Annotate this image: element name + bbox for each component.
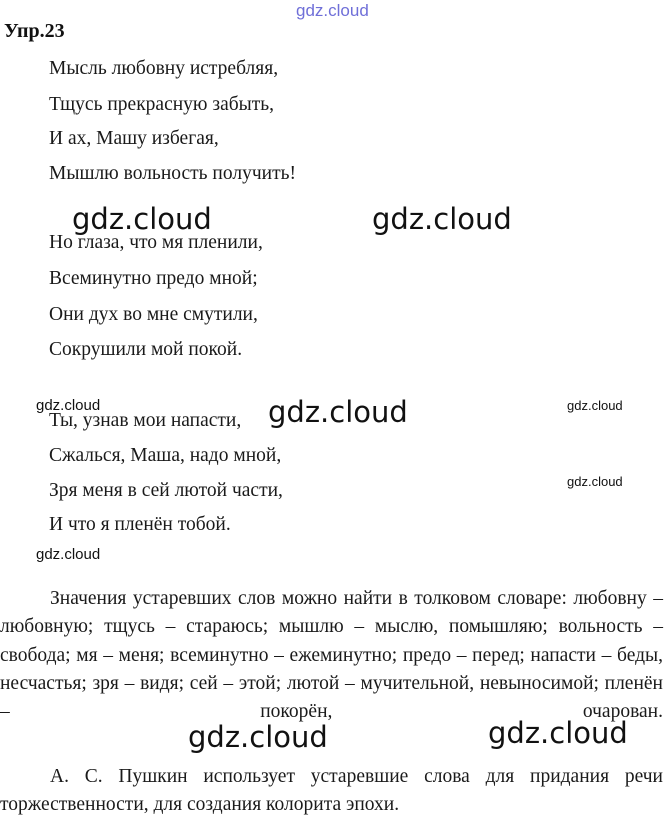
verse-line: Мысль любовну истребляя,	[49, 58, 279, 79]
verse-line: Мышлю вольность получить!	[49, 163, 296, 184]
watermark: gdz.cloud	[567, 398, 623, 413]
verse-line: Тщусь прекрасную забыть,	[49, 94, 275, 115]
watermark: gdz.cloud	[72, 202, 212, 236]
verse-line: Зря меня в сей лютой части,	[49, 480, 283, 501]
watermark: gdz.cloud	[36, 397, 101, 414]
verse-line: Всеминутно предо мной;	[49, 268, 258, 289]
watermark: gdz.cloud	[567, 474, 623, 489]
watermark: gdz.cloud	[268, 395, 408, 429]
conclusion-paragraph: А. С. Пушкин использует устаревшие слова для придания речи торжественности, для создания колорита эпохи.	[0, 766, 663, 816]
watermark: gdz.cloud	[488, 716, 628, 750]
verse-line: И ах, Машу избегая,	[49, 128, 219, 149]
watermark-top: gdz.cloud	[296, 1, 369, 20]
exercise-title: Упр.23	[4, 20, 65, 42]
watermark: gdz.cloud	[372, 202, 512, 236]
verse-line: Сокрушили мой покой.	[49, 339, 243, 360]
watermark: gdz.cloud	[36, 546, 101, 563]
verse-line: Ты, узнав мои напасти,	[49, 410, 242, 431]
verse-line: Они дух во мне смутили,	[49, 304, 258, 325]
watermark: gdz.cloud	[188, 720, 328, 754]
verse-line: И что я пленён тобой.	[49, 514, 231, 535]
verse-line: Сжалься, Маша, надо мной,	[49, 445, 282, 466]
word-meanings-paragraph: Значения устаревших слов можно найти в толковом словаре: любовну – любовную; тщусь – стараюсь; мышлю – мыслю, помышляю; вольность – свобода; мя – меня; всеминутно – ежеминутно; предо – перед; напасти – беды, несчастья; зря – видя; сей – этой; лютой – мучительной, невыносимой; пленён – покорён, очарован.	[0, 588, 663, 723]
verse-line: Но глаза, что мя пленили,	[49, 232, 263, 253]
